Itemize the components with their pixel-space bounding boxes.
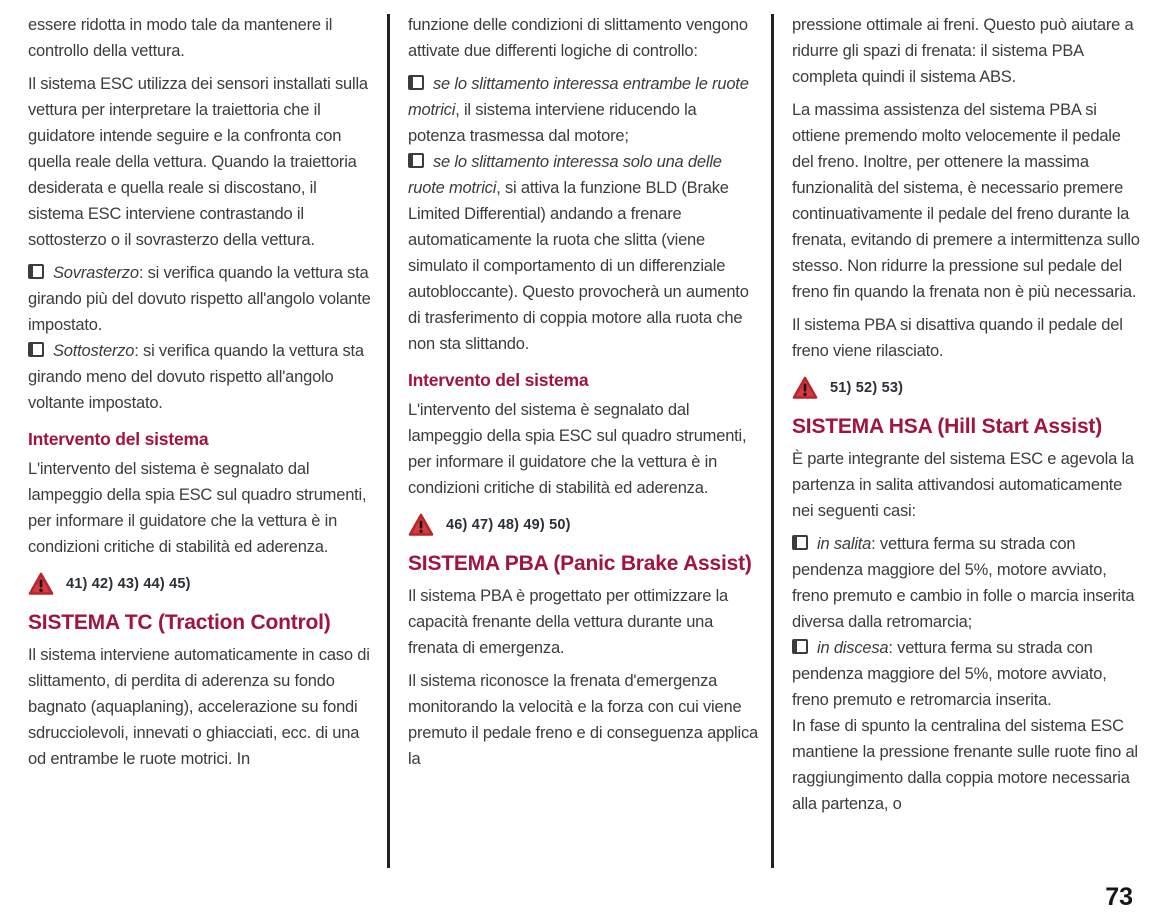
open-square-bullet-icon [408,75,424,90]
bullet-item [792,531,1140,635]
paragraph: L'intervento del sistema è segnalato dal lampeggio della spia ESC sul quadro strumenti, per informare il guidatore che la vettura è in condizioni critiche di stabilità ed aderenza. [28,460,367,556]
bullet-item [28,338,376,416]
bullet-item [28,260,376,338]
open-square-bullet-icon [28,342,44,357]
warning-triangle-exclamation-icon [792,376,818,400]
bullet-text: , il sistema interviene riducendo la potenza trasmessa dal motore; [408,101,697,145]
paragraph: L'intervento del sistema è segnalato dal lampeggio della spia ESC sul quadro strumenti, per informare il guidatore che la vettura è in condizioni critiche di stabilità ed aderenza. [408,401,747,497]
page-number: 73 [1105,883,1133,911]
bullet-term: in discesa [817,639,889,657]
warning-triangle-exclamation-icon [408,513,434,537]
bullet-text: : si verifica quando la vettura sta girando più del dovuto rispetto all'angolo volante impostato. [28,264,371,334]
paragraph: Il sistema interviene automaticamente in caso di slittamento, di perdita di aderenza su fondo bagnato (aquaplaning), accelerazione su fondi sdrucciolevoli, innevati o ghiacciati, ecc. di una od entrambe le ruote motrici. In [28,646,370,768]
bullet-item [408,149,758,357]
column-3 [792,12,1140,824]
section-heading: SISTEMA HSA (Hill Start Assist) [792,415,1103,438]
paragraph: Il sistema ESC utilizza dei sensori installati sulla vettura per interpretare la traiettoria che il guidatore intende seguire e la confronta con quella reale della vettura. Quando la traiettoria desiderata e quella reale si discostano, il sistema ESC interviene contrastando il sottosterzo o il sovrasterzo della vettura. [28,75,368,249]
open-square-bullet-icon [28,264,44,279]
warning-refs [28,572,376,596]
open-square-bullet-icon [408,153,424,168]
column-divider-left [387,14,390,868]
section-heading: SISTEMA PBA (Panic Brake Assist) [408,552,752,575]
bullet-term: se lo slittamento interessa entrambe le ruote motrici [408,75,749,119]
warning-refs [792,376,1140,400]
section-heading: SISTEMA TC (Traction Control) [28,611,331,634]
warning-triangle-exclamation-icon [28,572,54,596]
column-2 [408,12,758,779]
warning-ref-numbers: 51) 52) 53) [830,380,904,396]
bullet-term: se lo slittamento interessa solo una delle ruote motrici [408,153,722,197]
paragraph: Il sistema PBA è progettato per ottimizzare la capacità frenante della vettura durante una frenata di emergenza. [408,587,729,657]
bullet-text: : si verifica quando la vettura sta girando meno del dovuto rispetto all'angolo voltante impostato. [28,342,364,412]
column-1 [28,12,376,779]
warning-ref-numbers: 46) 47) 48) 49) 50) [446,517,571,533]
bullet-term: Sottosterzo [53,342,135,360]
bullet-item [792,635,1140,713]
open-square-bullet-icon [792,639,808,654]
paragraph: funzione delle condizioni di slittamento vengono attivate due differenti logiche di controllo: [408,16,748,60]
paragraph: La massima assistenza del sistema PBA si ottiene premendo molto velocemente il pedale del freno. Inoltre, per ottenere la massima funzionalità del sistema, è necessario premere continuativamente il pedale del freno durante la frenata, evitando di premere a intermittenza sullo stesso. Non ridurre la pressione sul pedale del freno fin quando la frenata non è più necessaria. [792,101,1140,301]
bullet-term: in salita [817,535,872,553]
paragraph: pressione ottimale ai freni. Questo può aiutare a ridurre gli spazi di frenata: il sistema PBA completa quindi il sistema ABS. [792,16,1134,86]
section-subheading: Intervento del sistema [408,370,589,390]
open-square-bullet-icon [792,535,808,550]
paragraph: Il sistema PBA si disattiva quando il pedale del freno viene rilasciato. [792,316,1123,360]
column-divider-right [771,14,774,868]
paragraph: In fase di spunto la centralina del sistema ESC mantiene la pressione frenante sulle ruote fino al raggiungimento dalla coppia motore necessaria alla partenza, o [792,717,1138,813]
warning-ref-numbers: 41) 42) 43) 44) 45) [66,576,191,592]
bullet-term: Sovrasterzo [53,264,139,282]
bullet-item [408,71,758,149]
paragraph: Il sistema riconosce la frenata d'emergenza monitorando la velocità e la forza con cui viene premuto il pedale freno e di conseguenza applica la [408,672,758,768]
paragraph: essere ridotta in modo tale da mantenere il controllo della vettura. [28,16,333,60]
bullet-text: , si attiva la funzione BLD (Brake Limited Differential) andando a frenare automaticamente la ruota che slitta (viene simulato il comportamento di un differenziale autobloccante). Questo provocherà un aumento di trasferimento di coppia motore alla ruota che non sta slittando. [408,179,749,353]
bullet-text: : vettura ferma su strada con pendenza maggiore del 5%, motore avviato, freno premuto e retromarcia inserita. [792,639,1107,709]
warning-refs [408,513,758,537]
bullet-text: : vettura ferma su strada con pendenza maggiore del 5%, motore avviato, freno premuto e cambio in folle o marcia inserita diversa dalla retromarcia; [792,535,1135,631]
section-subheading: Intervento del sistema [28,429,209,449]
paragraph: È parte integrante del sistema ESC e agevola la partenza in salita attivandosi automaticamente nei seguenti casi: [792,450,1134,520]
